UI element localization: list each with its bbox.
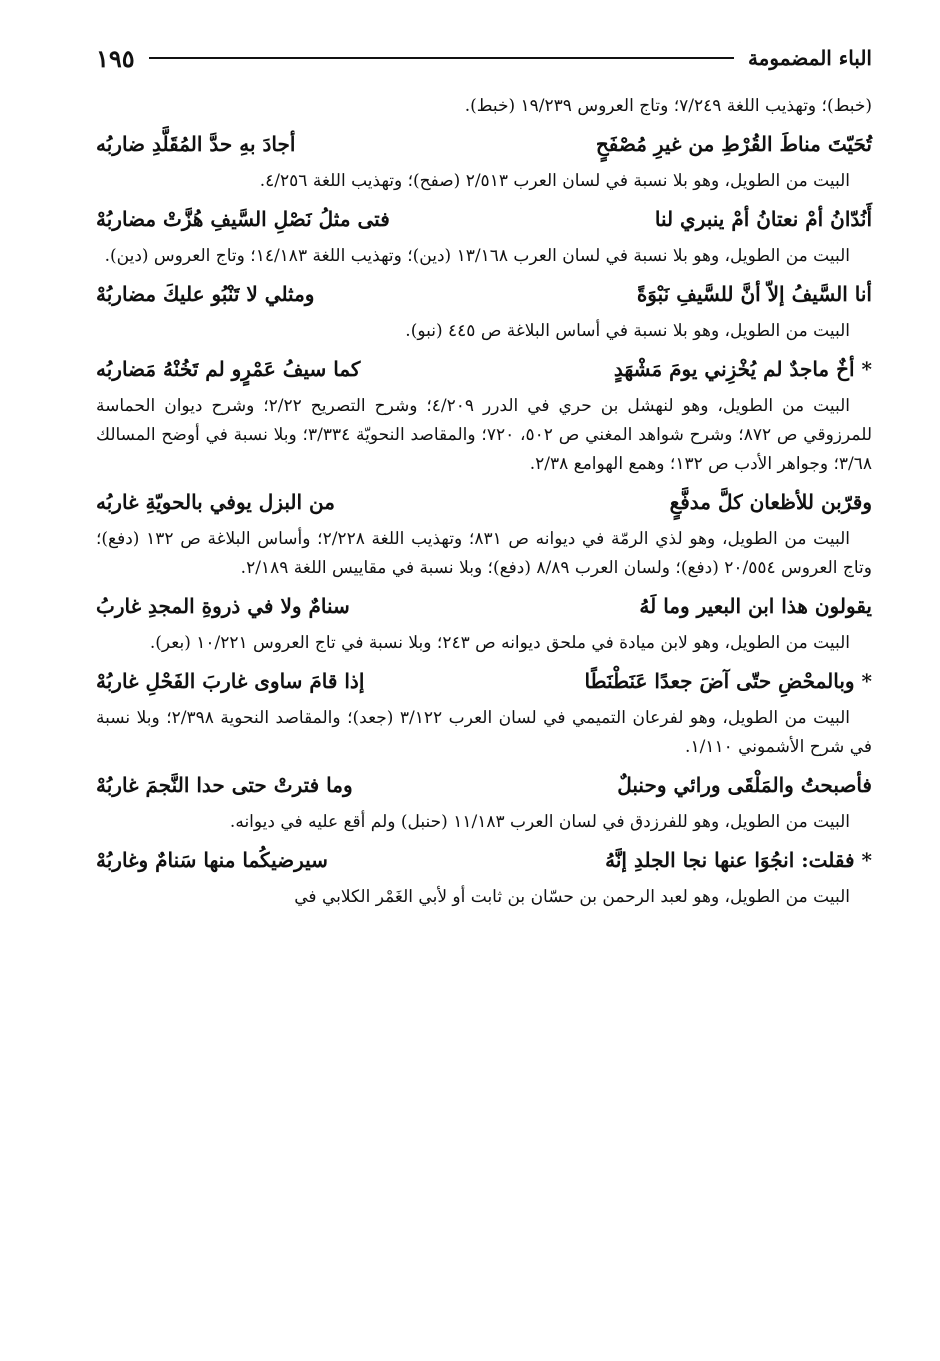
header-rule <box>149 57 734 59</box>
second-hemistich: كما سيفُ عَمْرٍو لم تَخُنْهُ مَضاربُه <box>96 357 361 381</box>
source-note: البيت من الطويل، وهو للفرزدق في لسان العرب ١١/١٨٣ (حنبل) ولم أقع عليه في ديوانه. <box>229 812 850 832</box>
running-header <box>96 38 872 78</box>
entry <box>96 485 872 583</box>
entry <box>96 352 872 479</box>
source-note: البيت من الطويل، وهو لعبد الرحمن بن حسّان بن ثابت أو لأبي الغَمْر الكلابي في <box>294 887 850 907</box>
source-note: البيت من الطويل، وهو لابن ميادة في ملحق ديوانه ص ٢٤٣؛ وبلا نسبة في تاج العروس ١٠/٢٢١ (بعر). <box>149 633 850 653</box>
source-note: البيت من الطويل، وهو بلا نسبة في لسان العرب ١٣/١٦٨ (دين)؛ وتهذيب اللغة ١٤/١٨٣؛ وتاج العروس (دين). <box>104 246 850 266</box>
entry <box>96 768 872 837</box>
second-hemistich: من البزل يوفي بالحويّةِ غاربُه <box>96 490 335 514</box>
verse-line <box>96 485 872 519</box>
first-hemistich: يقولون هذا ابن البعير وما لَهُ <box>639 594 872 618</box>
second-hemistich: أجادَ بهِ حدَّ المُقَلَّدِ ضاربُه <box>96 132 296 156</box>
entry <box>96 843 872 912</box>
first-hemistich: * وبالمحْضِ حتّى آضَ جعدًا عَنَطْنَطًا <box>584 669 872 693</box>
entry <box>96 277 872 346</box>
source-note: البيت من الطويل، وهو لذي الرمّة في ديوانه ص ٨٣١؛ وتهذيب اللغة ٢/٢٢٨؛ وأساس البلاغة ص ١٣٢ (دفع)؛ وتاج العروس ٢٠/٥٥٤ (دفع)؛ ولسان العرب ٨/٨٩ (دفع)؛ وبلا نسبة في مقاييس اللغة ٢/١٨٩. <box>96 529 872 578</box>
verse-line <box>96 768 872 802</box>
entry <box>96 589 872 658</box>
source-note: البيت من الطويل، وهو بلا نسبة في أساس البلاغة ص ٤٤٥ (نبو). <box>405 321 850 341</box>
page-content <box>96 92 872 912</box>
first-hemistich: تُحَيّتَ مناطَ القُرْطِ من غيرِ مُصْفَحٍ <box>595 132 872 156</box>
first-hemistich: * فقلت: انجُوَا عنها نجا الجلدِ إنَّهُ <box>605 848 872 872</box>
first-hemistich: * أخٌ ماجدٌ لم يُخْزِني يومَ مَشْهَدٍ <box>613 357 872 381</box>
verse-line <box>96 843 872 877</box>
first-hemistich: أنا السَّيفُ إلاّ أنَّ للسَّيفِ نَبْوَةً <box>636 282 872 306</box>
verse-line <box>96 352 872 386</box>
second-hemistich: سيرضيكُما منها سَنامٌ وغاربُهْ <box>96 848 328 872</box>
second-hemistich: إذا قامَ ساوى غاربَ الفَحْلِ غاربُهْ <box>96 669 365 693</box>
continuation-note: (خبط)؛ وتهذيب اللغة ٧/٢٤٩؛ وتاج العروس ١٩/٢٣٩ (خبط). <box>464 96 872 116</box>
second-hemistich: وما فترتْ حتى حدا النَّجمَ غاربُهْ <box>96 773 353 797</box>
entry <box>96 202 872 271</box>
verse-line <box>96 127 872 161</box>
second-hemistich: سنامٌ ولا في ذروةِ المجدِ غاربُ <box>96 594 350 618</box>
entry <box>96 664 872 762</box>
source-note: البيت من الطويل، وهو لفرعان التميمي في لسان العرب ٣/١٢٢ (جعد)؛ والمقاصد النحوية ٢/٣٩٨؛ وبلا نسبة في شرح الأشموني ١/١١٠. <box>96 708 872 757</box>
verse-line <box>96 202 872 236</box>
first-hemistich: وقرّبن للأظعان كلَّ مدفَّعٍ <box>669 490 872 514</box>
chapter-title: الباء المضمومة <box>747 46 872 70</box>
second-hemistich: ومثلي لا تَنْبُو عليكَ مضاربُهْ <box>96 282 315 306</box>
first-hemistich: فأصبحتُ والمَلْقَى ورائي وحنبلٌ <box>617 773 872 797</box>
first-hemistich: أَنُدّانُ أمْ نعتانُ أمْ ينبري لنا <box>654 207 872 231</box>
verse-line <box>96 277 872 311</box>
verse-line <box>96 664 872 698</box>
verse-line <box>96 589 872 623</box>
source-note: البيت من الطويل، وهو لنهشل بن حري في الدرر ٤/٢٠٩؛ وشرح التصريح ٢/٢٢؛ وشرح ديوان الحماسة للمرزوقي ص ٨٧٢؛ وشرح شواهد المغني ص ٥٠٢، ٧٢٠؛ والمقاصد النحويّة ٣/٣٣٤؛ وبلا نسبة في أوضح المسالك ٣/٦٨؛ وجواهر الأدب ص ١٣٢؛ وهمع الهوامع ٢/٣٨. <box>96 396 873 474</box>
page-number: ١٩٥ <box>96 43 135 73</box>
entry <box>96 127 872 196</box>
source-note: البيت من الطويل، وهو بلا نسبة في لسان العرب ٢/٥١٣ (صفح)؛ وتهذيب اللغة ٤/٢٥٦. <box>259 171 850 191</box>
second-hemistich: فتى مثلُ نَصْلِ السَّيفِ هُزَّتْ مضاربُهْ <box>96 207 390 231</box>
